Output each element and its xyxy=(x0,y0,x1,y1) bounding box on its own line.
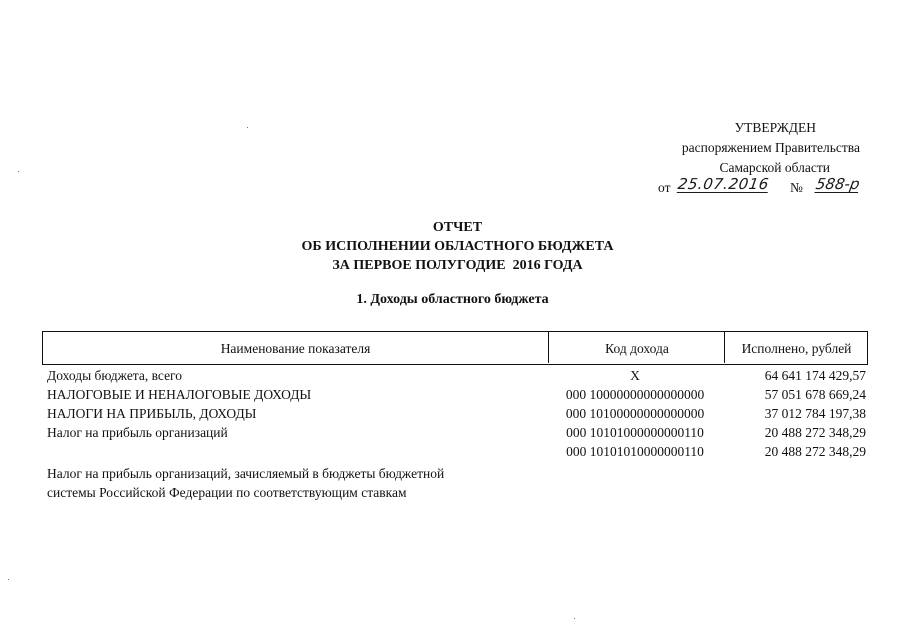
note-line-2: системы Российской Федерации по соответствующим ставкам xyxy=(47,485,407,500)
row-code: 000 10101000000000110 xyxy=(566,425,704,440)
approval-number-label: № xyxy=(790,180,803,195)
row-code: X xyxy=(630,368,640,383)
table-row xyxy=(42,423,868,442)
note-line-1: Налог на прибыль организаций, зачисляемый в бюджеты бюджетной xyxy=(47,466,445,481)
report-title-line-1: ОТЧЕТ xyxy=(432,220,483,235)
row-code: 000 10000000000000000 xyxy=(565,387,705,402)
column-header-code: Код дохода xyxy=(548,332,725,363)
approval-date-handwritten: 25.07.2016 xyxy=(676,175,771,193)
approval-from-label: от xyxy=(658,180,671,195)
approval-decree-line: распоряжением Правительства xyxy=(681,140,860,155)
approval-region-line: Самарской области xyxy=(719,160,830,175)
column-header-amount: Исполнено, рублей xyxy=(724,332,868,363)
approval-stamp xyxy=(620,118,860,200)
row-amount: 20 488 272 348,29 xyxy=(764,425,866,440)
row-description-note xyxy=(47,464,527,502)
report-title xyxy=(0,218,905,275)
scan-speck xyxy=(8,579,9,580)
scan-speck xyxy=(247,127,248,128)
report-title-line-3: ЗА ПЕРВОЕ ПОЛУГОДИЕ 2016 ГОДА xyxy=(332,258,583,273)
section-title: 1. Доходы областного бюджета xyxy=(356,292,549,307)
table-row xyxy=(42,442,868,461)
table-row xyxy=(42,385,868,404)
approval-signature-line xyxy=(620,175,862,200)
approval-approved-label: УТВЕРЖДЕН xyxy=(734,120,816,135)
row-amount: 64 641 174 429,57 xyxy=(764,368,866,383)
row-amount: 37 012 784 197,38 xyxy=(764,406,866,421)
scan-speck xyxy=(574,618,575,619)
scan-speck xyxy=(18,171,19,172)
row-name: Доходы бюджета, всего xyxy=(47,368,183,383)
report-title-line-2: ОБ ИСПОЛНЕНИИ ОБЛАСТНОГО БЮДЖЕТА xyxy=(301,239,614,254)
table-row xyxy=(42,404,868,423)
table-header xyxy=(42,331,868,365)
row-name: Налог на прибыль организаций xyxy=(47,425,228,440)
row-name: НАЛОГИ НА ПРИБЫЛЬ, ДОХОДЫ xyxy=(47,406,257,421)
column-header-name: Наименование показателя xyxy=(220,341,371,356)
table-body xyxy=(42,366,868,461)
row-code: 000 10100000000000000 xyxy=(565,406,705,421)
table-row xyxy=(42,366,868,385)
row-amount: 57 051 678 669,24 xyxy=(764,387,866,402)
row-code: 000 10101010000000110 xyxy=(566,444,704,459)
row-amount: 20 488 272 348,29 xyxy=(764,444,866,459)
approval-number-handwritten: 588-р xyxy=(814,175,862,193)
row-name: НАЛОГОВЫЕ И НЕНАЛОГОВЫЕ ДОХОДЫ xyxy=(47,387,312,402)
